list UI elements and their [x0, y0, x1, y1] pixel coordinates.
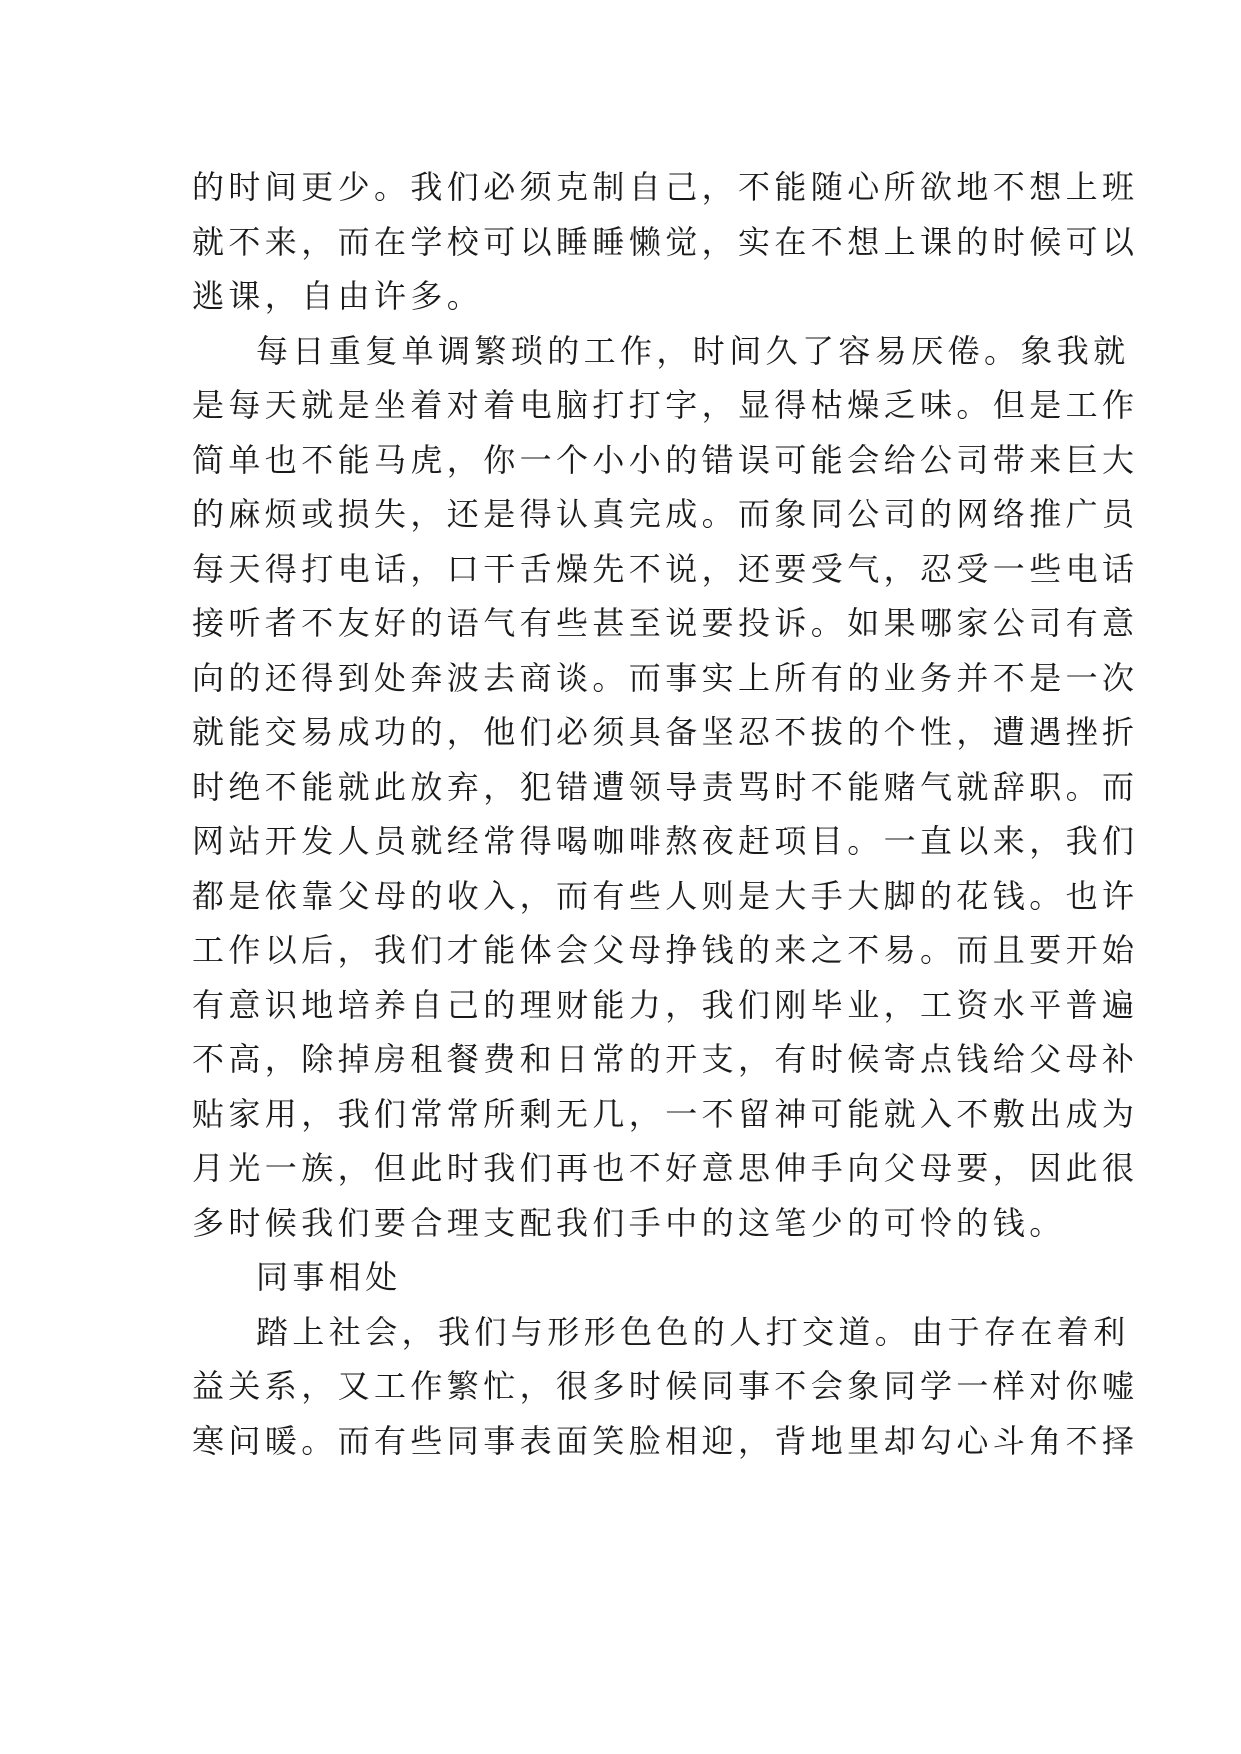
text-line: 每天得打电话，口干舌燥先不说，还要受气，忍受一些电话: [192, 549, 1139, 588]
body-text: [192, 160, 1139, 1468]
text-line: 就不来，而在学校可以睡睡懒觉，实在不想上课的时候可以: [192, 222, 1139, 261]
text-line: 都是依靠父母的收入，而有些人则是大手大脚的花钱。也许: [192, 876, 1139, 915]
text-line: 网站开发人员就经常得喝咖啡熬夜赶项目。一直以来，我们: [192, 822, 1139, 860]
text-line: 不高，除掉房租餐费和日常的开支，有时候寄点钱给父母补: [192, 1040, 1139, 1078]
text-line: 就能交易成功的，他们必须具备坚忍不拔的个性，遭遇挫折: [192, 713, 1139, 751]
text-line: 向的还得到处奔波去商谈。而事实上所有的业务并不是一次: [192, 658, 1139, 697]
text-line: 逃课，自由许多。: [192, 277, 484, 315]
text-line: 工作以后，我们才能体会父母挣钱的来之不易。而且要开始: [192, 931, 1139, 969]
text-line: 的时间更少。我们必须克制自己，不能随心所欲地不想上班: [192, 168, 1139, 206]
text-line: 简单也不能马虎，你一个小小的错误可能会给公司带来巨大: [192, 440, 1139, 479]
text-line: 接听者不友好的语气有些甚至说要投诉。如果哪家公司有意: [192, 604, 1139, 642]
text-line: 的麻烦或损失，还是得认真完成。而象同公司的网络推广员: [192, 495, 1139, 533]
text-line: 贴家用，我们常常所剩无几，一不留神可能就入不敷出成为: [192, 1094, 1139, 1133]
text-line: 时绝不能就此放弃，犯错遭领导责骂时不能赌气就辞职。而: [192, 767, 1139, 806]
text-line: 同事相处: [256, 1258, 402, 1296]
text-line: 多时候我们要合理支配我们手中的这笔少的可怜的钱。: [192, 1203, 1066, 1242]
text-line: 寒问暖。而有些同事表面笑脸相迎，背地里却勾心斗角不择: [192, 1421, 1139, 1460]
text-line: 是每天就是坐着对着电脑打打字，显得枯燥乏味。但是工作: [192, 386, 1139, 424]
text-line: 每日重复单调繁琐的工作，时间久了容易厌倦。象我就: [256, 331, 1130, 370]
text-line: 有意识地培养自己的理财能力，我们刚毕业，工资水平普遍: [192, 985, 1139, 1024]
text-line: 月光一族，但此时我们再也不好意思伸手向父母要，因此很: [192, 1149, 1139, 1187]
text-line: 益关系，又工作繁忙，很多时候同事不会象同学一样对你嘘: [192, 1367, 1139, 1405]
text-line: 踏上社会，我们与形形色色的人打交道。由于存在着利: [256, 1312, 1130, 1351]
